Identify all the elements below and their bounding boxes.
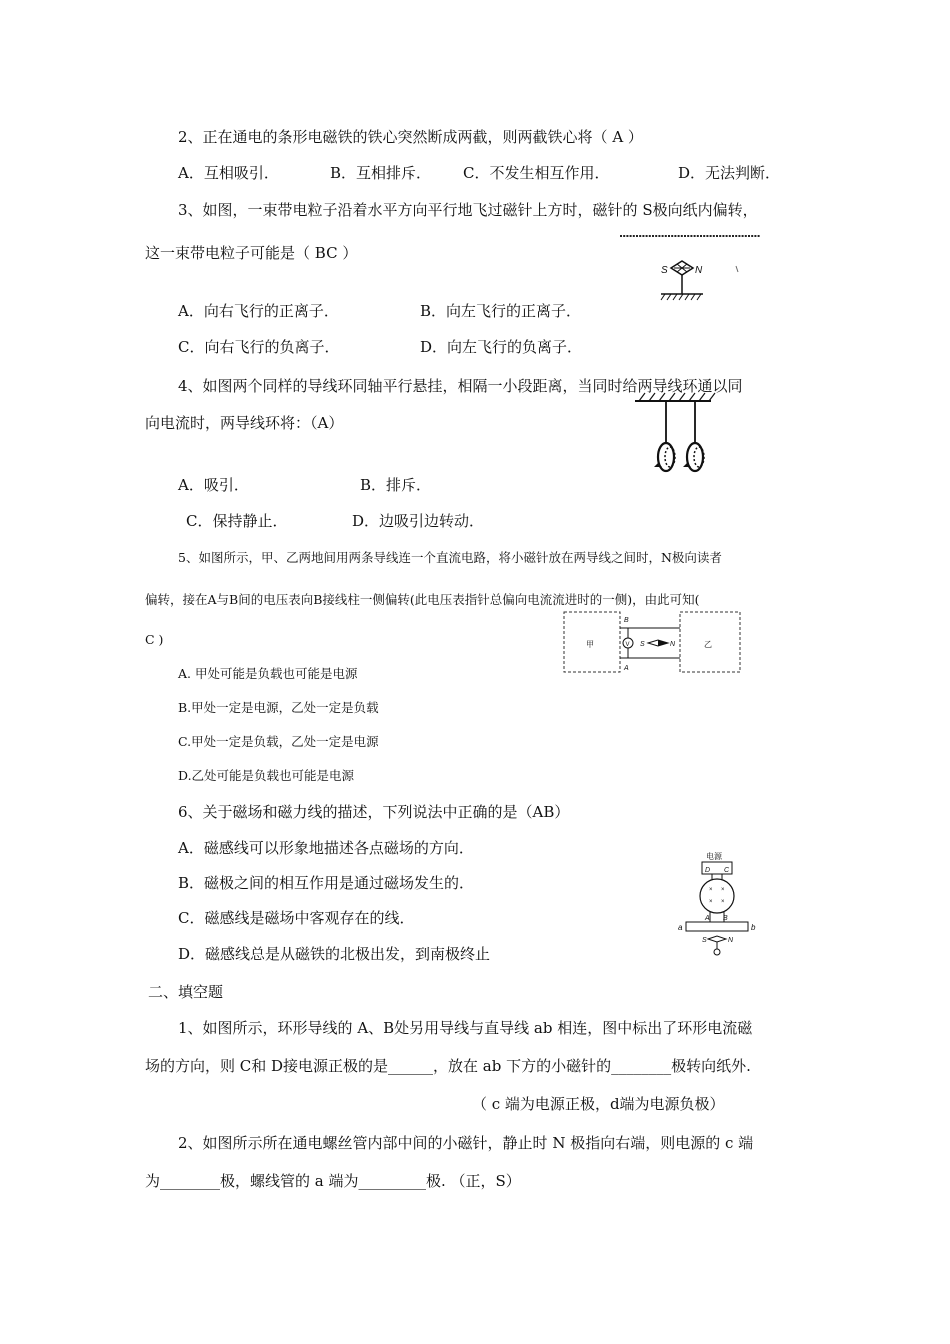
q5-s-label: S — [640, 641, 645, 648]
ground-hatch — [661, 294, 701, 300]
q6-option-b: B．磁极之间的相互作用是通过磁场发生的． — [178, 874, 475, 892]
q6-option-c: C．磁感线是磁场中客观存在的线． — [178, 909, 415, 927]
q6-a-label: a — [678, 923, 683, 932]
q6-loop-figure — [668, 848, 768, 960]
q6-a-big-label: A — [705, 915, 710, 922]
svg-text:×: × — [709, 887, 713, 893]
fill-q2-line2: 为________极，螺线管的 a 端为_________极. （正，S） — [145, 1172, 521, 1190]
q2-option-d: D．无法判断． — [678, 164, 781, 182]
q6-stem: 6、关于磁场和磁力线的描述，下列说法中正确的是（AB） — [178, 803, 570, 821]
q4-stem-line1: 4、如图两个同样的导线环同轴平行悬挂，相隔一小段距离，当同时给两导线环通以同 — [178, 377, 743, 395]
q3-option-d: D．向左飞行的负离子． — [420, 338, 583, 356]
q2-stem: 2、正在通电的条形电磁铁的铁心突然断成两截，则两截铁心将（ A ） — [178, 128, 643, 146]
q6-d-label: D — [705, 867, 711, 874]
q4-option-b: B．排斥． — [360, 476, 432, 494]
q3-n-label: N — [695, 265, 703, 276]
q4-option-c: C．保持静止． — [186, 512, 288, 530]
q5-circuit-figure — [562, 610, 744, 678]
q5-stem-line1: 5、如图所示，甲、乙两地间用两条导线连一个直流电路，将小磁针放在两导线之间时，N极向读者 — [178, 550, 722, 565]
q3-s-label: S — [661, 265, 668, 276]
q4-two-rings-figure — [625, 385, 725, 480]
q3-stem-line2: 这一束带电粒子可能是（ BC ） — [145, 244, 358, 262]
voltmeter-label: V — [625, 642, 630, 648]
q4-option-a: A．吸引． — [178, 476, 249, 494]
q2-option-a: A．互相吸引． — [178, 164, 279, 182]
svg-text:×: × — [721, 899, 725, 905]
q4-option-d: D．边吸引边转动． — [352, 512, 485, 530]
q3-option-a: A．向右飞行的正离子． — [178, 302, 339, 320]
q3-option-c: C．向右飞行的负离子． — [178, 338, 340, 356]
svg-text:×: × — [721, 887, 725, 893]
fill-q1-answer: （ c 端为电源正极，d端为电源负极） — [472, 1095, 725, 1113]
ceiling-hatch — [639, 393, 715, 401]
right-current-arrow-icon — [683, 463, 691, 467]
jia-label: 甲 — [586, 640, 594, 649]
q2-option-b: B．互相排斥． — [330, 164, 432, 182]
q3-stem-line1: 3、如图，一束带电粒子沿着水平方向平行地飞过磁针上方时，磁针的 S极向纸内偏转， — [178, 201, 758, 219]
q3-option-b: B．向左飞行的正离子． — [420, 302, 582, 320]
needle-icon — [708, 936, 726, 942]
q5-stem-line3: C ) — [145, 632, 164, 647]
q6-b-big-label: B — [723, 915, 728, 922]
pivot-icon — [714, 949, 720, 955]
q6-n-label: N — [728, 937, 734, 944]
q5-option-a: A. 甲处可能是负载也可能是电源 — [178, 666, 358, 681]
q6-option-d: D．磁感线总是从磁铁的北极出发，到南极终止 — [178, 945, 491, 963]
q5-option-b: B.甲处一定是电源，乙处一定是负载 — [178, 700, 379, 715]
fill-q1-line2: 场的方向，则 C和 D接电源正极的是______，放在 ab 下方的小磁针的________极转向纸外. — [145, 1057, 751, 1075]
power-label: 电源 — [706, 852, 722, 861]
field-markers — [709, 887, 725, 905]
straight-wire-ab — [686, 922, 748, 931]
q5-stem-line2: 偏转，接在A与B间的电压表向B接线柱一侧偏转(此电压表指针总偏向电流流进时的一侧)，由此可知( — [145, 592, 700, 607]
q5-option-c: C.甲处一定是负载，乙处一定是电源 — [178, 734, 379, 749]
q5-option-d: D.乙处可能是负载也可能是电源 — [178, 768, 355, 783]
q6-option-a: A．磁感线可以形象地描述各点磁场的方向． — [178, 839, 474, 857]
q5-b-label: B — [624, 617, 629, 624]
fill-q2-line1: 2、如图所示所在通电螺丝管内部中间的小磁针，静止时 N 极指向右端，则电源的 c 端 — [178, 1134, 754, 1152]
q4-stem-line2: 向电流时，两导线环将：（A） — [145, 414, 344, 432]
q2-option-c: C．不发生相互作用． — [463, 164, 610, 182]
current-loop — [700, 879, 734, 913]
q5-n-label: N — [670, 641, 676, 648]
q6-c-label: C — [724, 867, 730, 874]
q6-s-label: S — [702, 937, 707, 944]
fill-q1-line1: 1、如图所示，环形导线的 A、B处另用导线与直导线 ab 相连，图中标出了环形电流磁 — [178, 1019, 753, 1037]
q3-compass-figure — [615, 228, 765, 313]
q5-a-label: A — [624, 665, 629, 672]
q6-b-label: b — [751, 923, 756, 932]
fill-section-heading: 二、填空题 — [148, 983, 224, 1001]
yi-label: 乙 — [704, 640, 712, 649]
left-current-arrow-icon — [654, 463, 662, 467]
svg-text:×: × — [709, 899, 713, 905]
